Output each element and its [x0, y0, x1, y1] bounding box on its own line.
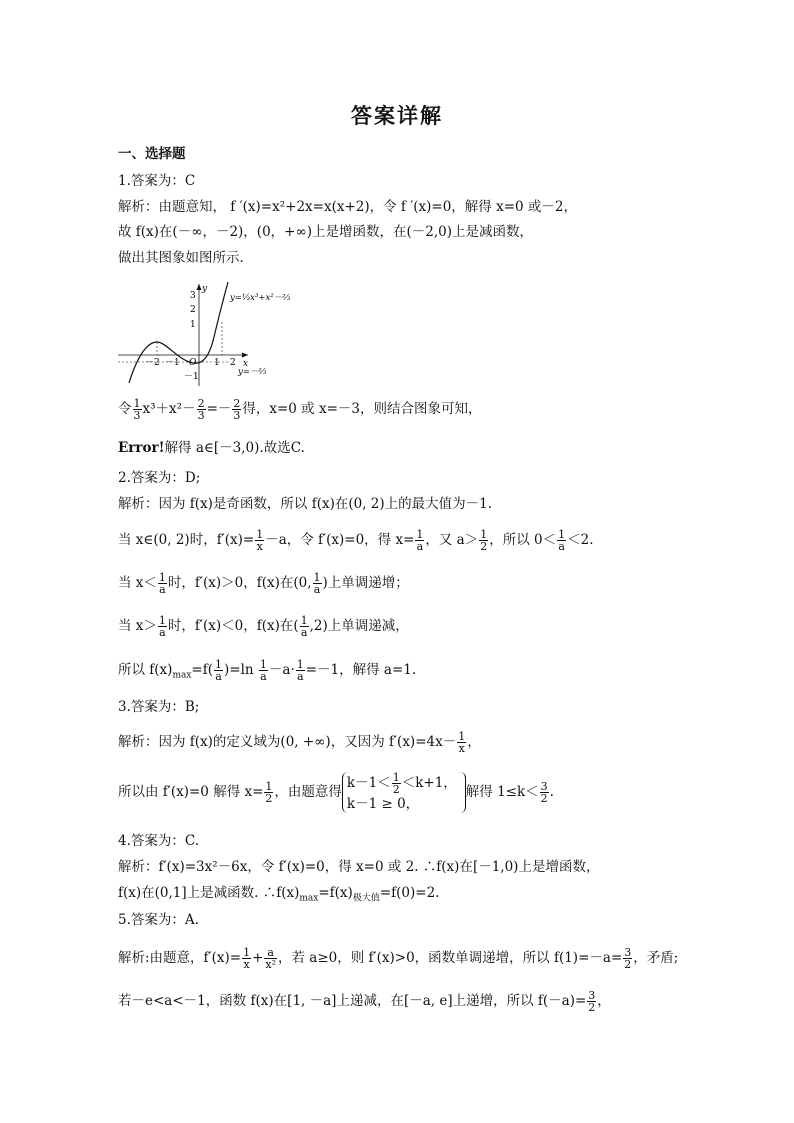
q1-line-1: 解析：由题意知， f ′(x)=x²+2x=x(x+2)，令 f ′(x)=0，解得 x=0 或－2， [118, 199, 577, 215]
tick-y-3: 3 [190, 291, 196, 301]
tick-x-neg-1: －1 [165, 358, 180, 368]
origin-label: O [189, 358, 197, 368]
tick-x-neg-2: －2 [145, 358, 160, 368]
error-marker: Error! [118, 440, 165, 456]
q4-line-1: 解析：f′(x)=3x²－6x，令 f′(x)=0，得 x=0 或 2. ∴f(x)在[－1,0)上是增函数， [118, 859, 600, 875]
x-axis-label: x [243, 359, 249, 369]
q2-line-2: 当 x∈(0, 2)时，f′(x)= $\frac{1}{x}$ －a，令 f′(x)=0，得 x= $\frac{1}{a}$ ，又 a＞ $\frac{1}{2}$ ，所以 0＜ $\frac{1}{a}$ ＜2. [118, 528, 594, 553]
inequality-system: k－1＜ $\frac{1}{2}$ ＜k+1， k－1 ≥ 0， [342, 772, 466, 813]
q4-answer: 4.答案为：C. [118, 833, 200, 849]
q1-line-4: 令 $\frac{1}{3}$ x³＋x²－ $\frac{2}{3}$ =－ $\frac{2}{3}$ 得，x=0 或 x=－3，则结合图象可知， [118, 397, 482, 422]
y-axis-arrow-icon [197, 284, 202, 290]
y-axis-label: y [202, 284, 208, 294]
tick-x-1: 1 [214, 358, 220, 368]
q5-line-1: 解析:由题意，f′(x)= $\frac{1}{x}$ + $\frac{a}{\text{x²}}$ ，若 a≥0，则 f′(x)>0，函数单调递增，所以 f(1)=－a= $\frac{3}{2}$ ，矛盾; [118, 946, 679, 971]
q2-answer: 2.答案为：D; [118, 470, 201, 486]
tick-y-1: 1 [190, 320, 196, 330]
section-heading: 一、选择题 [118, 146, 186, 162]
q5-line-2: 若－e<a<－1，函数 f(x)在[1, －a]上递减，在[－a, e]上递增，所以 f(－a)= $\frac{3}{2}$ ， [118, 989, 611, 1014]
q2-line-5: 所以 $f(x)_{max}=f$( $\frac{1}{a}$ )=ln $\frac{1}{a}$ －a· $\frac{1}{a}$ =－1，解得 a=1. [118, 658, 417, 683]
q2-line-4: 当 x＞ $\frac{1}{a}$ 时，f′(x)＜0，f(x)在( $\frac{1}{a}$ ,2)上单调递减， [118, 614, 409, 639]
q2-line-1: 解析：因为 f(x)是奇函数，所以 f(x)在(0, 2)上的最大值为－1. [118, 496, 493, 512]
q4-line-2: f(x)在(0,1]上是减函数. $\therefore f(x)_{max}=f(x)_{极大值}=f(0)=2$. [118, 885, 440, 904]
curve-label: y=⅓x³+x²－⅔ [230, 293, 291, 303]
page-title: 答案详解 [351, 103, 443, 128]
q2-line-3: 当 x＜ $\frac{1}{a}$ 时，f′(x)＞0，f(x)在(0, $\frac{1}{a}$ )上单调递增； [118, 571, 409, 596]
q5-answer: 5.答案为：A. [118, 912, 199, 928]
x-axis-arrow-icon [242, 353, 248, 358]
q3-line-2: 所以由 f′(x)=0 解得 x= $\frac{1}{2}$ ，由题意得k－1＜ $\frac{1}{2}$ ＜k+1， k－1 ≥ 0，解得 1≤k＜ $\frac{3}{2}$ . [118, 771, 554, 812]
tick-x-2: 2 [230, 358, 236, 368]
tick-y-neg-1: －1 [184, 372, 199, 382]
tick-y-2: 2 [190, 305, 196, 315]
q3-answer: 3.答案为：B; [118, 699, 200, 715]
q1-line-3: 做出其图象如图所示. [118, 250, 244, 266]
function-graph [118, 282, 291, 388]
line-label: y=－⅔ [238, 367, 267, 377]
q1-line-5: Error!解得 a∈[－3,0).故选C. [118, 440, 305, 456]
q3-line-1: 解析：因为 f(x)的定义域为(0, +∞)，又因为 f′(x)=4x－ $\frac{1}{x}$ ， [118, 730, 481, 755]
q1-answer: 1.答案为：C [118, 173, 196, 189]
q1-line-2: 故 f(x)在(－∞，－2)，(0，+∞)上是增函数，在(－2,0)上是减函数， [118, 224, 533, 240]
